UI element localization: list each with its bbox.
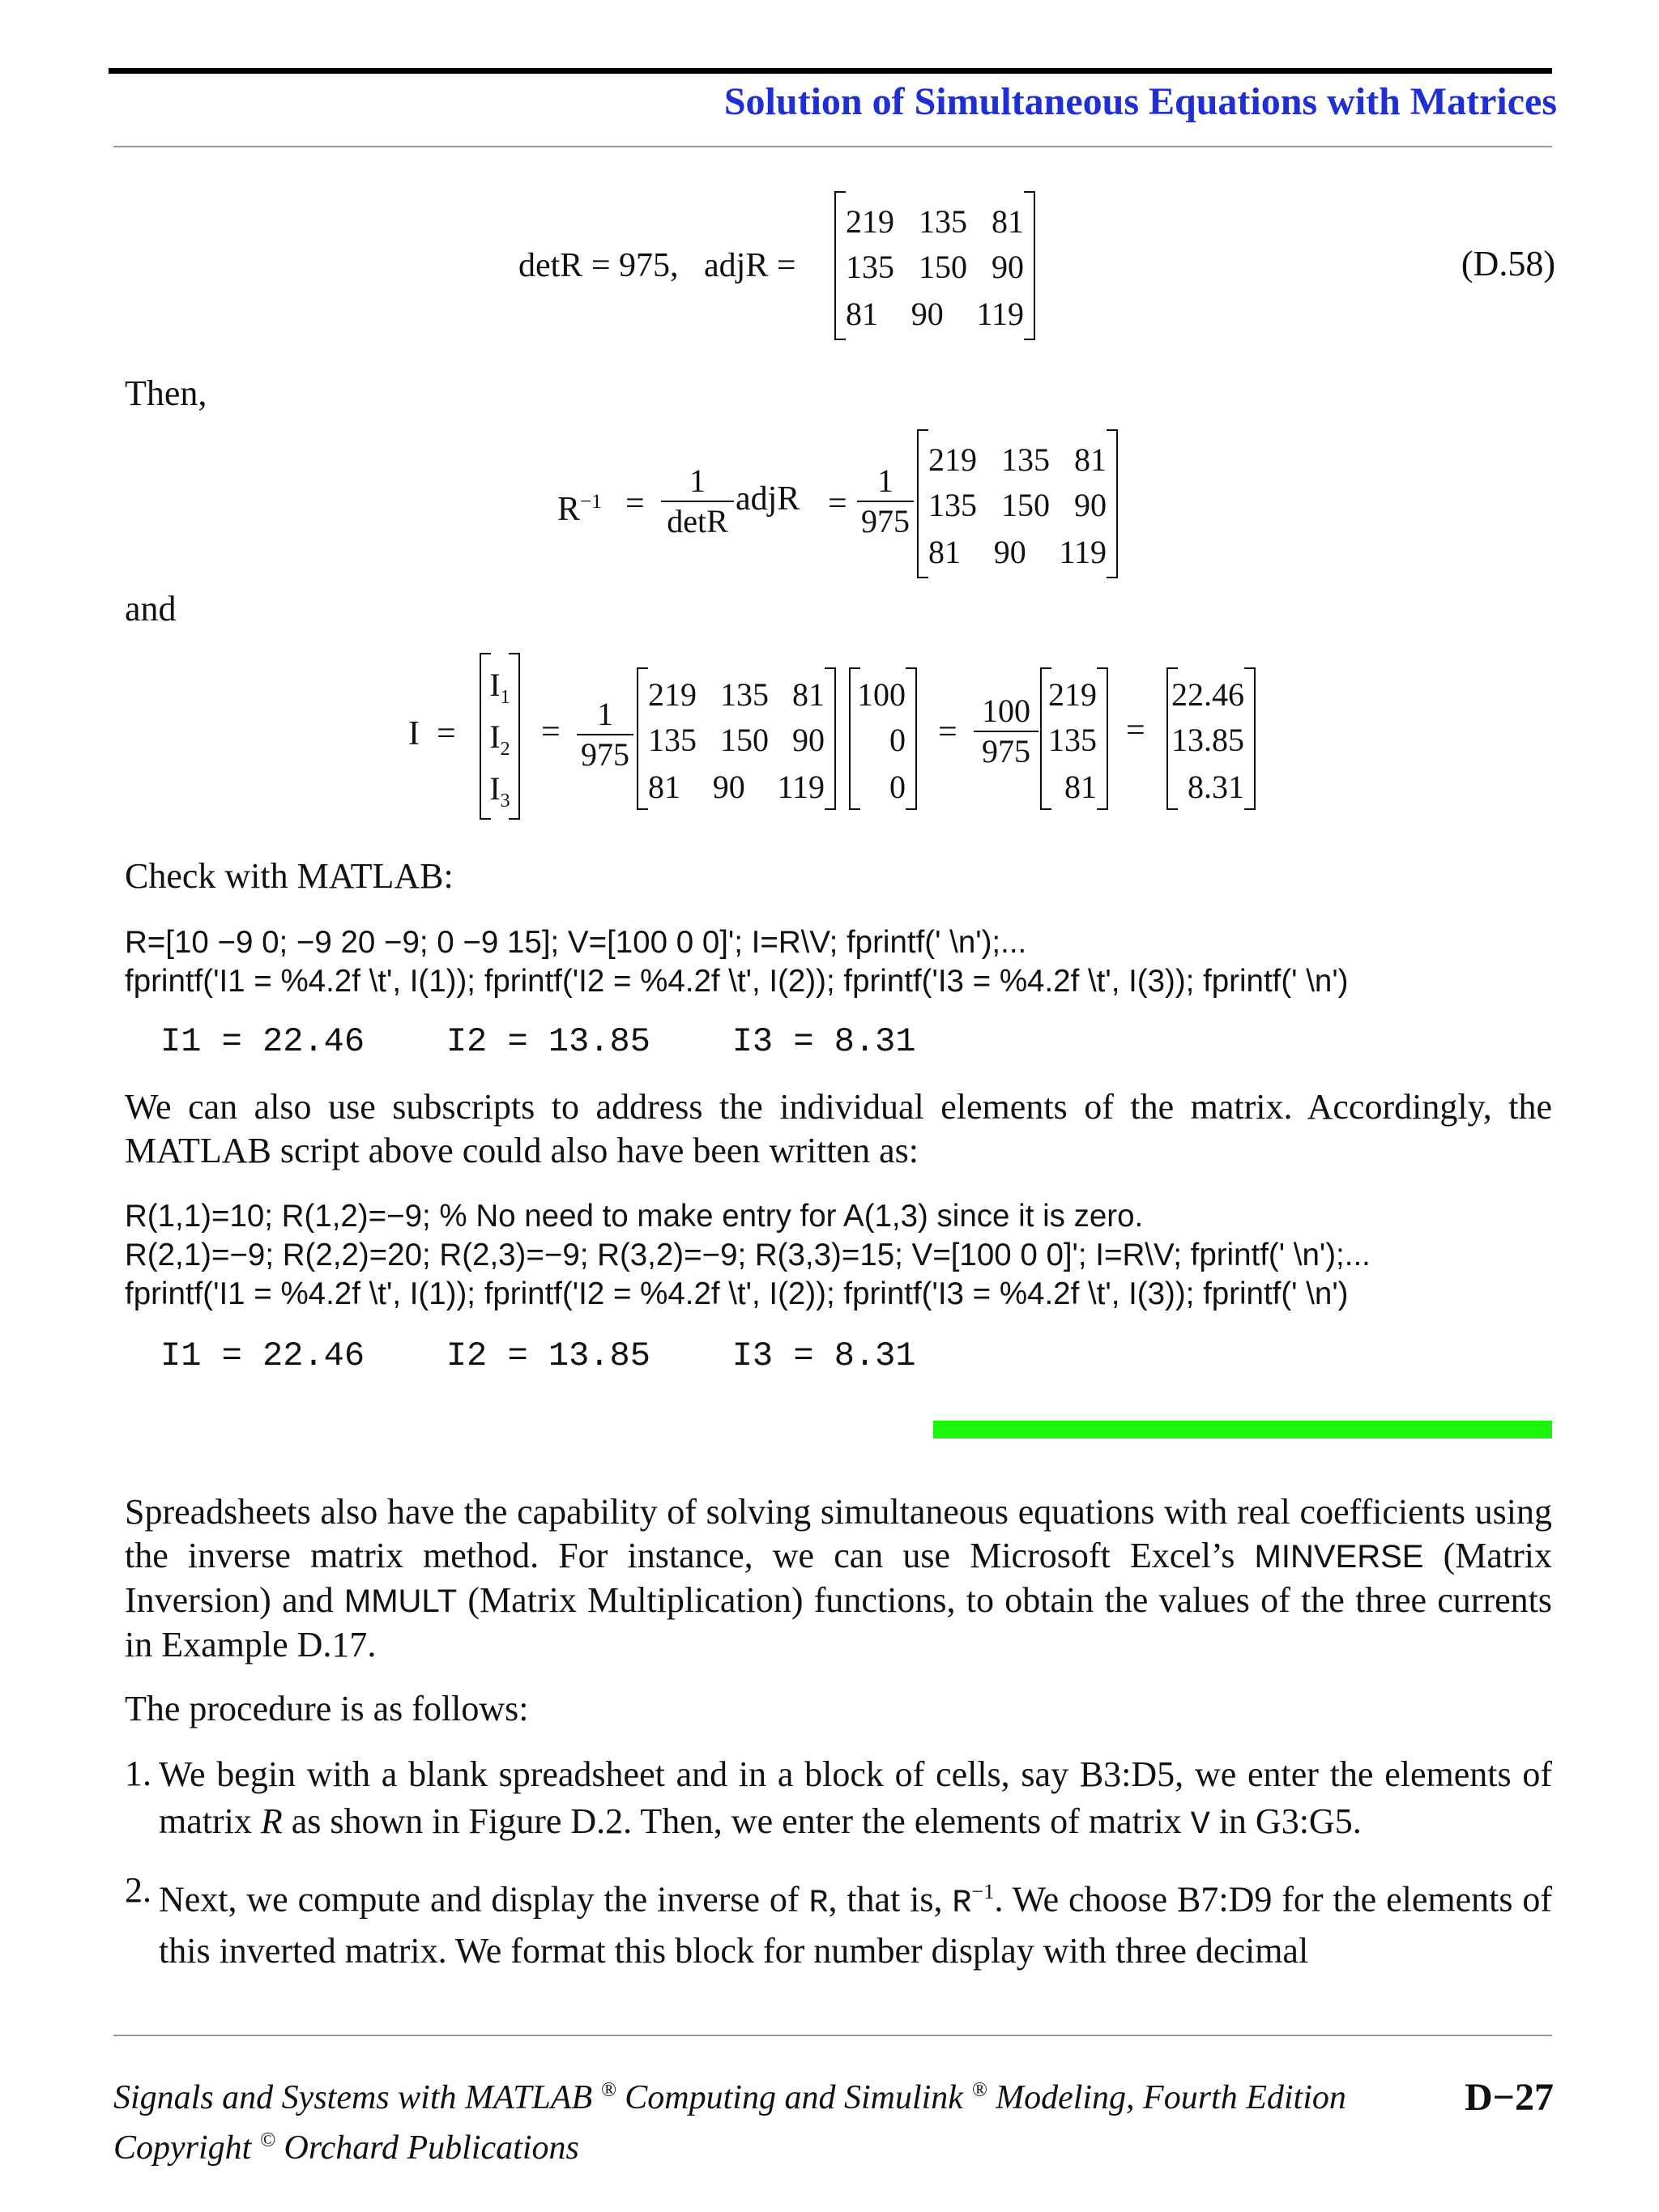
eq-d58-lhs: detR = 975, adjR =	[518, 247, 796, 284]
text-and: and	[125, 589, 177, 629]
page-number: D−27	[1464, 2076, 1554, 2119]
list-item-2-number: 2.	[125, 1870, 151, 1910]
footer-book-title: Signals and Systems with MATLAB ® Computing and Simulink ® Modeling, Fourth Edition	[113, 2079, 1346, 2116]
list-item-2: Next, we compute and display the inverse of R, that is, $R^{-1}$. We choose B7:D9 for the elements of this inverted matrix. We format this block for number display with three decimal	[159, 1879, 1552, 1971]
eq-solution-frac-1-over-975: 1 975	[577, 697, 633, 773]
text-check-with-matlab: Check with MATLAB:	[125, 856, 454, 896]
eq-inverse-equals-2: =	[828, 485, 847, 522]
footer-copyright: Copyright © Orchard Publications	[113, 2129, 579, 2167]
code-line-2-2: R(2,1)=−9; R(2,2)=20; R(2,3)=−9; R(3,2)=−9; R(3,3)=15; V=[100 0 0]'; I=R\V; fprintf(' \n');...	[125, 1238, 1371, 1272]
paragraph-subscripts: We can also use subscripts to address the individual elements of the matrix. Accordingly, the MATLAB script above could also have been written as:	[125, 1087, 1552, 1170]
code-line-1-1: R=[10 −9 0; −9 20 −9; 0 −9 15]; V=[100 0 0]'; I=R\V; fprintf(' \n');...	[125, 925, 1027, 960]
eq-solution-lhs: I =	[408, 715, 456, 752]
eq-solution-equals-3: =	[1126, 712, 1145, 749]
eq-inverse-adjR: adjR	[736, 480, 800, 518]
eq-inverse-adj-matrix: 219 135 81 135 150 90 81 90 119	[917, 429, 1118, 578]
eq-inverse-frac-1-over-detR: 1 detR	[661, 463, 734, 539]
code-line-2-3: fprintf('I1 = %4.2f \t', I(1)); fprintf('I2 = %4.2f \t', I(2)); fprintf('I3 = %4.2f \t', I(3)); fprintf(' \n')	[125, 1276, 1349, 1311]
eq-solution-frac-100-over-975: 100 975	[974, 693, 1038, 769]
eq-inverse-lhs: $R^{-1}$	[557, 491, 602, 528]
eq-inverse-equals-1: =	[625, 485, 645, 522]
eq-solution-adj-matrix: 219 135 81 135 150 90 81 90 119	[637, 667, 836, 810]
eq-solution-equals-1: =	[541, 714, 561, 751]
list-item-1-number: 1.	[125, 1754, 151, 1793]
header-bottom-rule	[113, 146, 1552, 147]
code-line-1-2: fprintf('I1 = %4.2f \t', I(1)); fprintf('I2 = %4.2f \t', I(2)); fprintf('I3 = %4.2f \t', I(3)); fprintf(' \n')	[125, 964, 1349, 999]
matlab-output-2: I1 = 22.46 I2 = 13.85 I3 = 8.31	[160, 1336, 916, 1375]
equation-number-d58: (D.58)	[1461, 244, 1555, 283]
green-highlight-bar	[933, 1421, 1552, 1438]
footer-rule	[113, 2035, 1552, 2036]
eq-solution-voltage-vector: 100 0 0	[849, 667, 917, 810]
header-top-rule	[109, 68, 1552, 74]
eq-inverse-frac-1-over-975: 1 975	[857, 463, 914, 539]
text-procedure: The procedure is as follows:	[125, 1689, 529, 1728]
list-item-1: We begin with a blank spreadsheet and in a block of cells, say B3:D5, we enter the elements of matrix R as shown in Figure D.2. Then, we enter the elements of matrix V in G3:G5.	[159, 1754, 1552, 1843]
eq-solution-result-vector: 22.46 13.85 8.31	[1166, 667, 1256, 810]
paragraph-spreadsheets: Spreadsheets also have the capability of solving simultaneous equations with real coefficients using the inverse matrix method. For instance, we can use Microsoft Excel’s MINVERSE (Matrix Inversion) and MMULT (Matrix Multiplication) functions, to obtain the values of the three currents in Example D.17.	[125, 1492, 1552, 1664]
eq-d58-adj-matrix: 219 135 81 135 150 90 81 90 119	[834, 191, 1035, 340]
code-line-2-1: R(1,1)=10; R(1,2)=−9; % No need to make entry for A(1,3) since it is zero.	[125, 1199, 1144, 1234]
eq-solution-scaled-vector: 219 135 81	[1040, 667, 1108, 810]
matlab-output-1: I1 = 22.46 I2 = 13.85 I3 = 8.31	[160, 1022, 916, 1061]
eq-solution-current-vector: $I_1$ $I_2$ $I_3$	[480, 653, 520, 820]
eq-solution-equals-2: =	[938, 714, 957, 751]
running-title: Solution of Simultaneous Equations with Matrices	[723, 80, 1557, 123]
text-then: Then,	[125, 373, 207, 413]
